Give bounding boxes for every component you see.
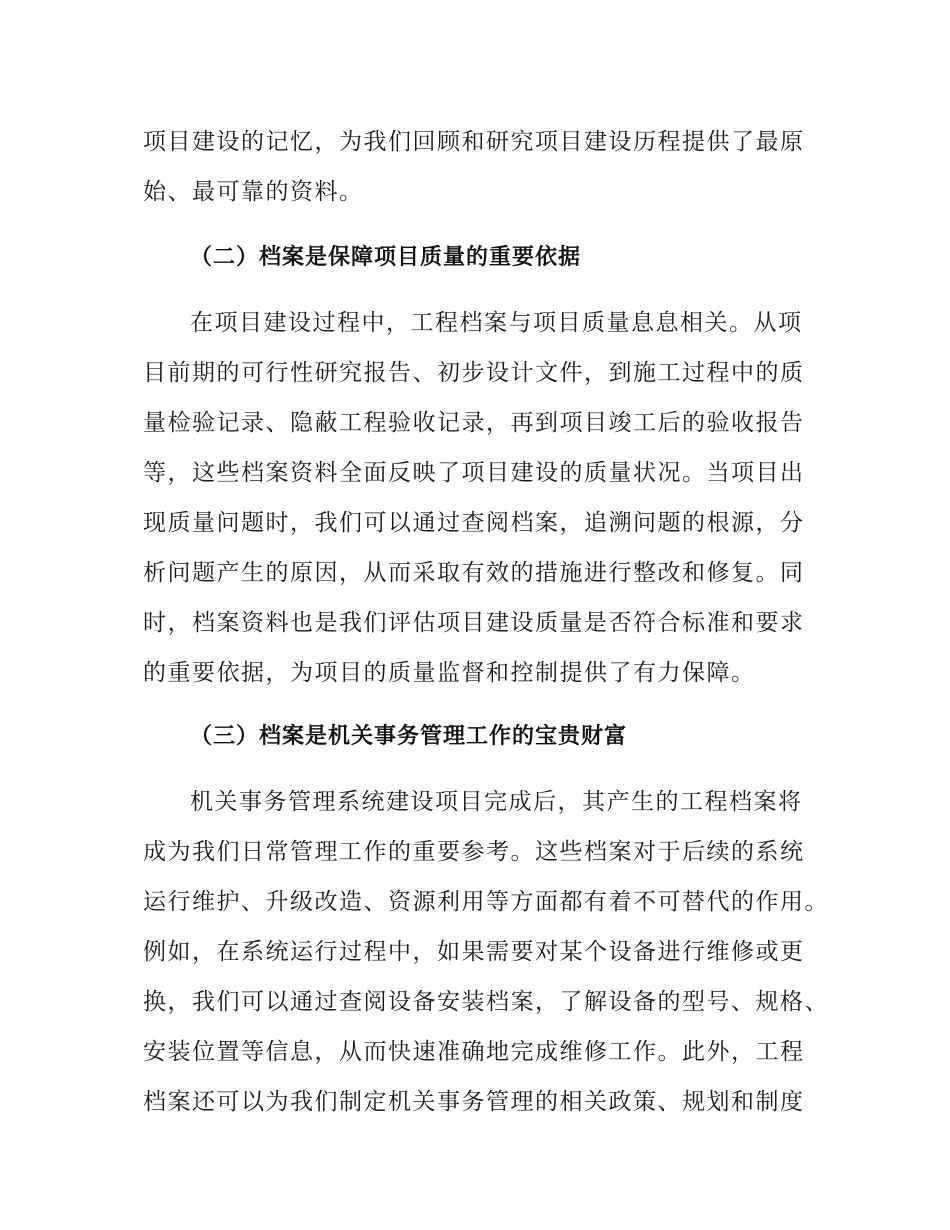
paragraph-line: 在项目建设过程中，工程档案与项目质量息息相关。从项 xyxy=(190,310,803,336)
intro-paragraph xyxy=(143,117,823,217)
paragraph-line: 机关事务管理系统建设项目完成后，其产生的工程档案将 xyxy=(190,789,803,815)
paragraph-line: 目前期的可行性研究报告、初步设计文件，到施工过程中的质 xyxy=(143,360,805,386)
paragraph-line: 析问题产生的原因，从而采取有效的措施进行整改和修复。同 xyxy=(143,560,805,586)
section-2-paragraph xyxy=(143,298,823,698)
paragraph-line: 运行维护、升级改造、资源利用等方面都有着不可替代的作用。 xyxy=(143,889,829,915)
paragraph-line: 安装位置等信息，从而快速准确地完成维修工作。此外，工程 xyxy=(143,1039,805,1065)
paragraph-line: 的重要依据，为项目的质量监督和控制提供了有力保障。 xyxy=(143,660,756,686)
paragraph-line: 例如，在系统运行过程中，如果需要对某个设备进行维修或更 xyxy=(143,939,805,965)
section-3-paragraph xyxy=(143,777,829,1127)
paragraph-line: 项目建设的记忆，为我们回顾和研究项目建设历程提供了最原 xyxy=(143,129,805,155)
paragraph-line: 成为我们日常管理工作的重要参考。这些档案对于后续的系统 xyxy=(143,839,805,865)
paragraph-line: 换，我们可以通过查阅设备安装档案，了解设备的型号、规格、 xyxy=(143,989,829,1015)
section-3-heading: （三）档案是机关事务管理工作的宝贵财富 xyxy=(190,724,628,749)
section-2-heading: （二）档案是保障项目质量的重要依据 xyxy=(190,245,582,270)
paragraph-line: 时，档案资料也是我们评估项目建设质量是否符合标准和要求 xyxy=(143,610,805,636)
paragraph-line: 等，这些档案资料全面反映了项目建设的质量状况。当项目出 xyxy=(143,460,805,486)
paragraph-line: 档案还可以为我们制定机关事务管理的相关政策、规划和制度 xyxy=(143,1089,805,1115)
paragraph-line: 量检验记录、隐蔽工程验收记录，再到项目竣工后的验收报告 xyxy=(143,410,805,436)
paragraph-line: 现质量问题时，我们可以通过查阅档案，追溯问题的根源，分 xyxy=(143,510,805,536)
paragraph-line: 始、最可靠的资料。 xyxy=(143,179,364,205)
